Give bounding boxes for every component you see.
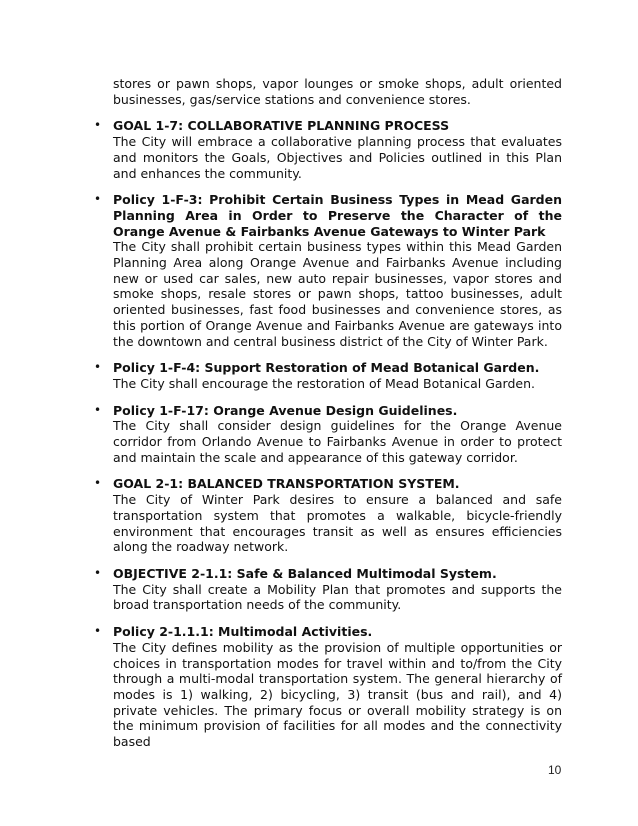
item-heading: Policy 2-1.1.1: Multimodal Activities. xyxy=(113,624,373,640)
list-item-policy-2-1-1-1 xyxy=(94,624,562,750)
bullet-icon: • xyxy=(94,402,102,417)
item-heading: Policy 1-F-3: Prohibit Certain Business Types in Mead Garden Planning Area in Order to Preserve the Character of the Orange Avenue & Fairbanks Avenue Gateways to Winter Park xyxy=(113,192,562,239)
item-heading: OBJECTIVE 2-1.1: Safe & Balanced Multimodal System. xyxy=(113,565,497,581)
bullet-icon: • xyxy=(94,192,102,207)
list-item-policy-1-f-17 xyxy=(94,402,562,466)
item-heading: GOAL 2-1: BALANCED TRANSPORTATION SYSTEM. xyxy=(113,476,460,492)
item-heading: Policy 1-F-4: Support Restoration of Mead Botanical Garden. xyxy=(113,360,540,376)
item-body: The City will embrace a collaborative planning process that evaluates and monitors the Goals, Objectives and Policies outlined in this Plan and enhances the community. xyxy=(113,134,562,181)
item-body: The City of Winter Park desires to ensure a balanced and safe transportation system that promotes a walkable, bicycle-friendly environment that encourages transit as well as ensures efficiencies along the roadway network. xyxy=(113,492,562,555)
list-item-objective-2-1-1 xyxy=(94,565,562,613)
item-body: The City shall encourage the restoration of Mead Botanical Garden. xyxy=(113,375,535,391)
list-item-goal-1-7 xyxy=(94,118,562,181)
list-item-policy-1-f-4 xyxy=(94,360,562,391)
bullet-icon: • xyxy=(94,624,102,639)
bullet-icon: • xyxy=(94,565,102,580)
list-item-goal-2-1 xyxy=(94,476,562,555)
item-body: The City shall prohibit certain business types within this Mead Garden Planning Area along Orange Avenue and Fairbanks Avenue including new or used car sales, new auto repair businesses, vapor stores and smoke shops, resale stores or pawn shops, tattoo businesses, adult oriented businesses, fast food businesses and convenience stores, as this portion of Orange Avenue and Fairbanks Avenue are gateways into the downtown and central business district of the City of Winter Park. xyxy=(113,239,562,349)
bullet-icon: • xyxy=(94,118,102,133)
intro-paragraph: stores or pawn shops, vapor lounges or smoke shops, adult oriented businesses, gas/service stations and convenience stores. xyxy=(113,76,562,107)
item-body: The City shall create a Mobility Plan that promotes and supports the broad transportation needs of the community. xyxy=(113,581,562,613)
page-number: 10 xyxy=(548,763,562,777)
item-heading: GOAL 1-7: COLLABORATIVE PLANNING PROCESS xyxy=(113,118,450,134)
bullet-icon: • xyxy=(94,476,102,491)
item-body: The City shall consider design guidelines for the Orange Avenue corridor from Orlando Avenue to Fairbanks Avenue in order to protect and maintain the scale and appearance of this gateway corridor. xyxy=(113,418,562,465)
page-content xyxy=(94,76,562,750)
bullet-icon: • xyxy=(94,360,102,375)
item-heading: Policy 1-F-17: Orange Avenue Design Guidelines. xyxy=(113,402,458,418)
item-body: The City defines mobility as the provision of multiple opportunities or choices in transportation modes for travel within and to/from the City through a multi-modal transportation system. The general hierarchy of modes is 1) walking, 2) bicycling, 3) transit (bus and rail), and 4) private vehicles. The primary focus or overall mobility strategy is on the minimum provision of facilities for all modes and the connectivity based xyxy=(113,639,562,750)
list-item-policy-1-f-3 xyxy=(94,192,562,349)
